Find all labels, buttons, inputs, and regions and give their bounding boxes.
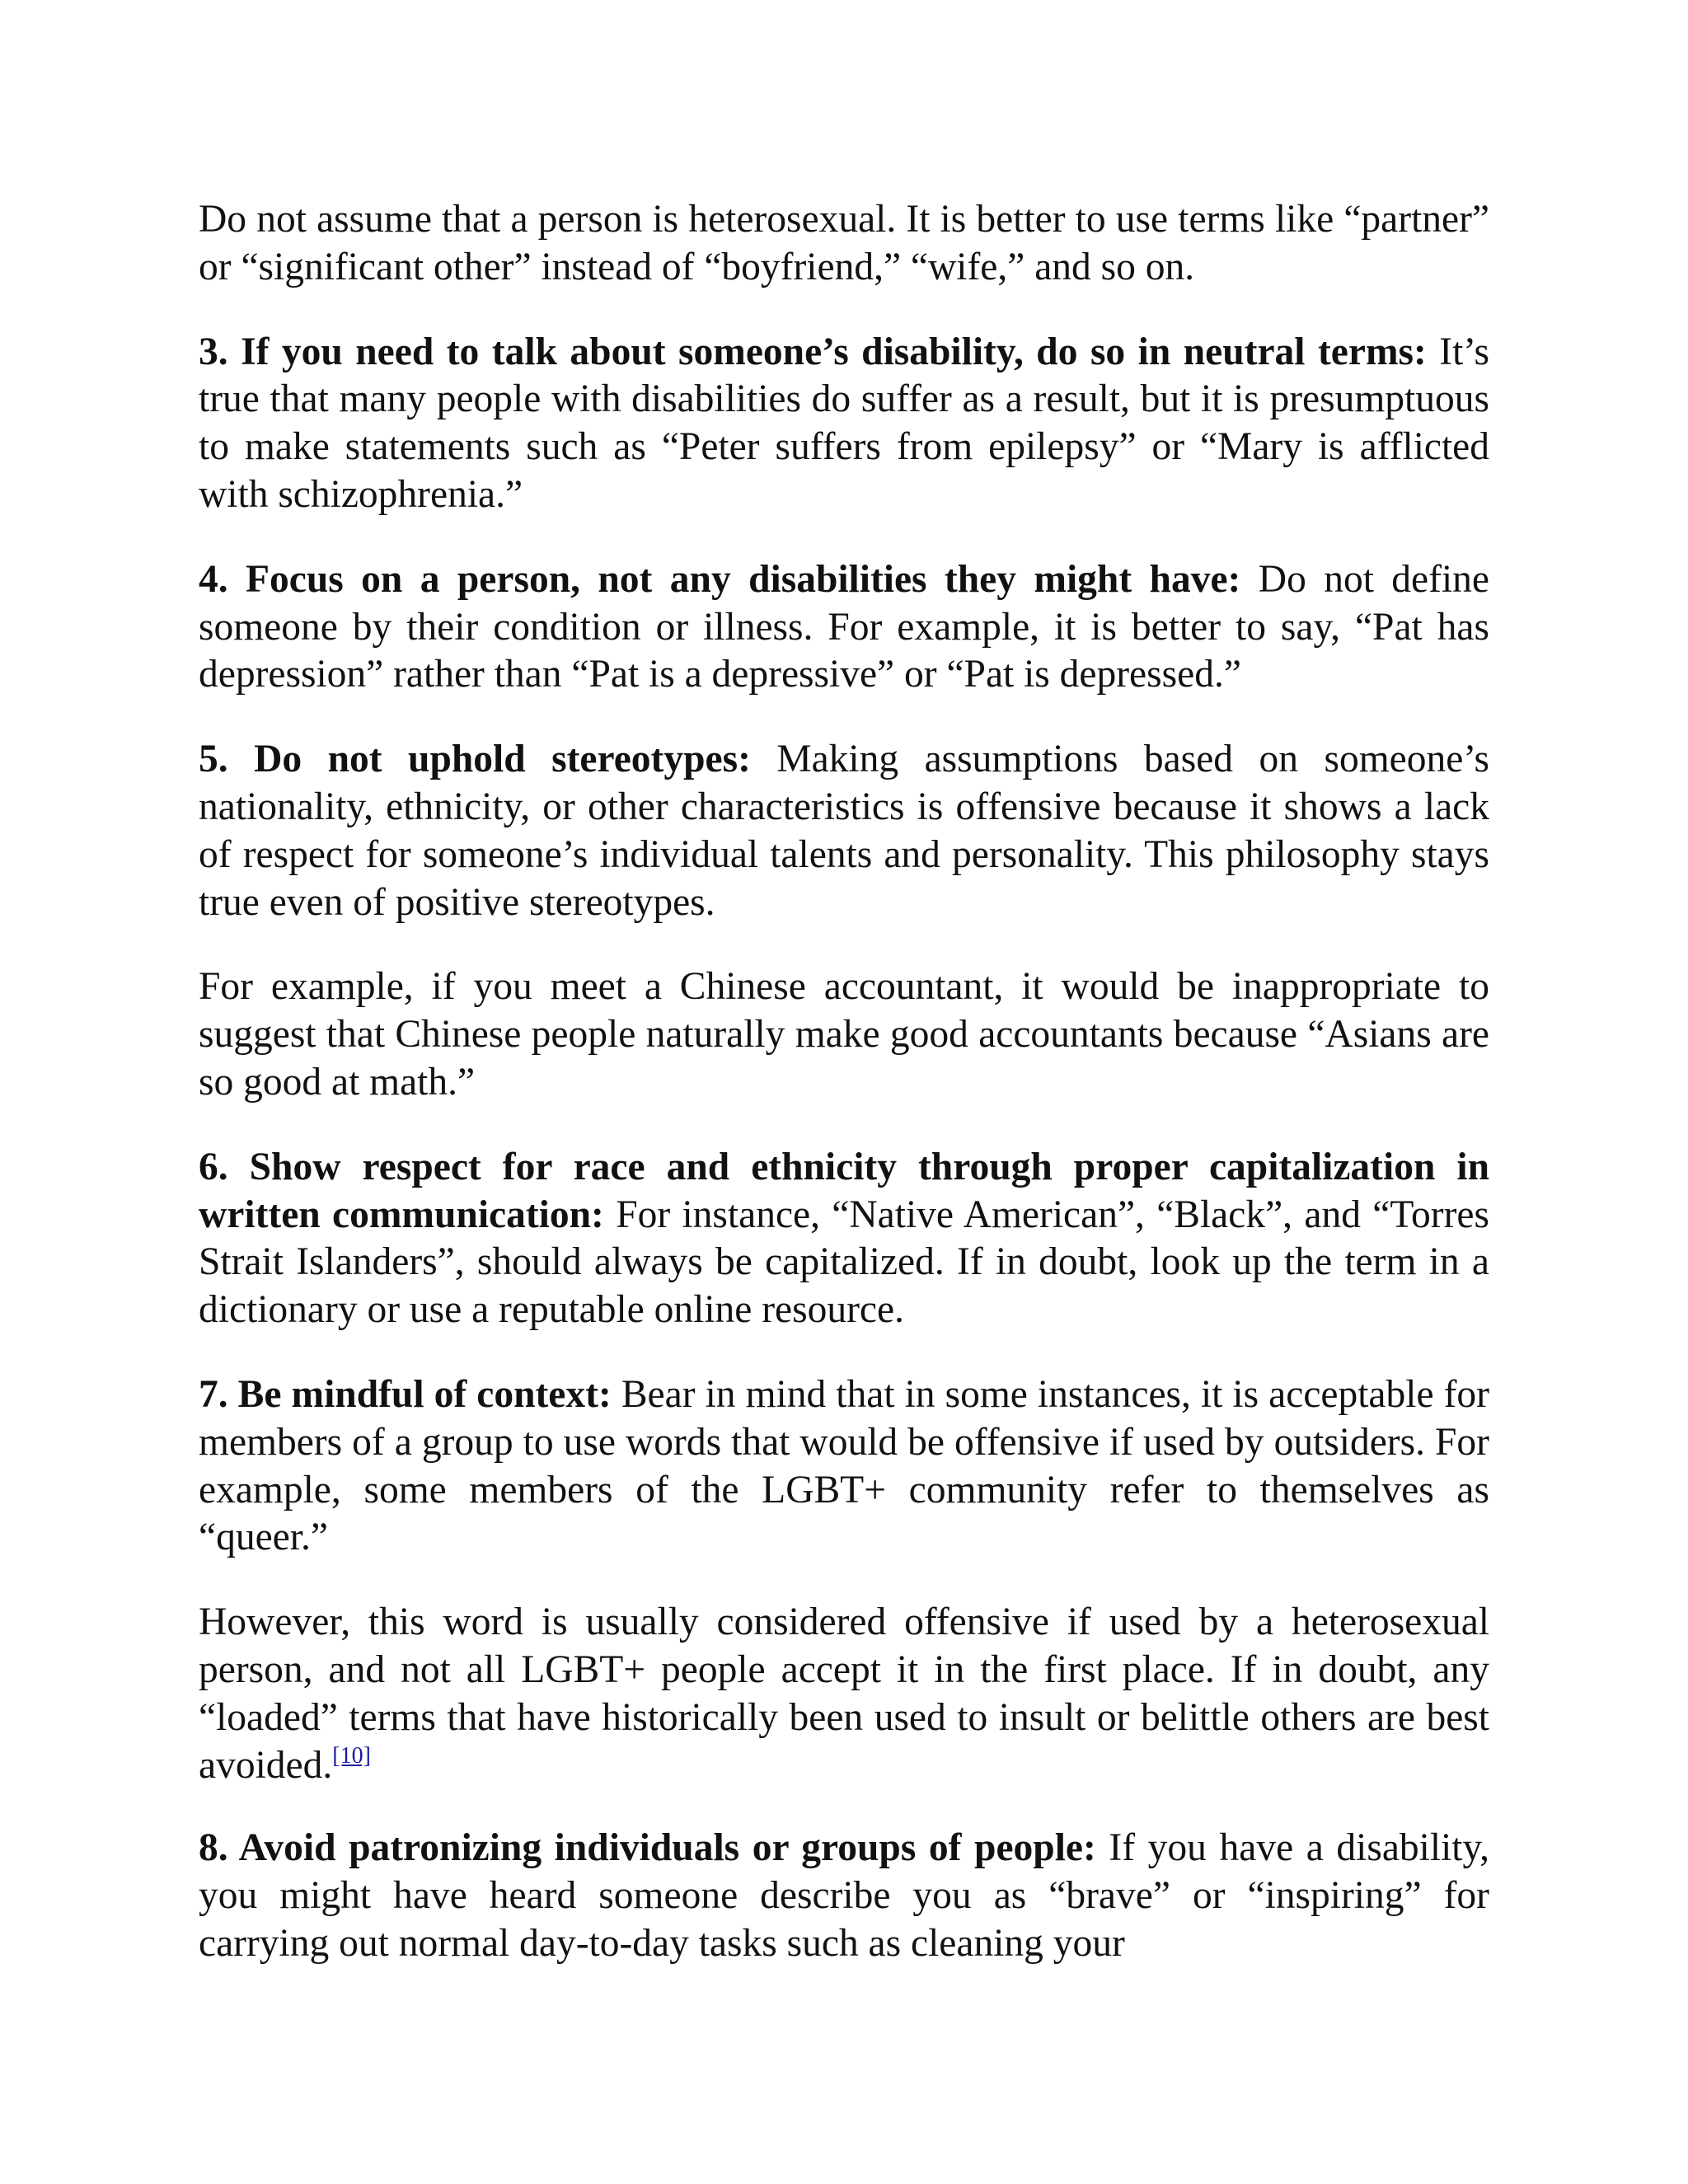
paragraph-text: Do not assume that a person is heterosexual. It is better to use terms like “partner” or “significant other” instead of “boyfriend,” “wife,” and so on. xyxy=(199,198,1489,288)
paragraph-text: For instance, “Native American”, “Black”, and “Torres Strait Islanders”, should always be capitalized. If in doubt, look up the term in a dictionary or use a reputable online resource. xyxy=(199,1193,1489,1332)
item-heading: 4. Focus on a person, not any disabilities they might have: xyxy=(199,557,1241,601)
item-heading: 7. Be mindful of context: xyxy=(199,1372,612,1416)
paragraph-item-4 xyxy=(199,556,1489,699)
paragraph-item-6 xyxy=(199,1144,1489,1334)
paragraph-text: If you have a disability, you might have heard someone describe you as “brave” or “inspiring” for carrying out normal day-to-day tasks such as cleaning your xyxy=(199,1826,1489,1965)
item-heading: 3. If you need to talk about someone’s disability, do so in neutral terms: xyxy=(199,330,1427,373)
paragraph-text: Bear in mind that in some instances, it is acceptable for members of a group to use words that would be offensive if used by outsiders. For example, some members of the LGBT+ community refer to themselves as “queer.” xyxy=(199,1372,1489,1559)
item-heading: 6. Show respect for race and ethnicity through proper capitalization in written communication: xyxy=(199,1145,1489,1236)
paragraph-text: However, this word is usually considered offensive if used by a heterosexual person, and not all LGBT+ people accept it in the first place. If in doubt, any “loaded” terms that have historically been used to insult or belittle others are best avoided. xyxy=(199,1601,1489,1787)
item-heading: 5. Do not uphold stereotypes: xyxy=(199,738,751,781)
paragraph-item-3 xyxy=(199,329,1489,519)
paragraph-text: Making assumptions based on someone’s nationality, ethnicity, or other characteristics is offensive because it shows a lack of respect for someone’s individual talents and personality. This philosophy stays true even of positive stereotypes. xyxy=(199,738,1489,924)
paragraph-item-7 xyxy=(199,1371,1489,1562)
paragraph-heterosexual xyxy=(199,196,1489,292)
footnote-link[interactable]: [10] xyxy=(332,1742,371,1769)
item-heading: 8. Avoid patronizing individuals or groups of people: xyxy=(199,1826,1096,1870)
paragraph-text: It’s true that many people with disabilities do suffer as a result, but it is presumptuous to make statements such as “Peter suffers from epilepsy” or “Mary is afflicted with schizophrenia.” xyxy=(199,330,1489,516)
paragraph-item-5 xyxy=(199,736,1489,926)
paragraph-text: Do not define someone by their condition or illness. For example, it is better to say, “Pat has depression” rather than “Pat is a depressive” or “Pat is depressed.” xyxy=(199,557,1489,696)
paragraph-chinese-example xyxy=(199,963,1489,1106)
paragraph-item-8 xyxy=(199,1825,1489,1967)
document-page xyxy=(199,196,1489,2005)
paragraph-text: For example, if you meet a Chinese accountant, it would be inappropriate to suggest that Chinese people naturally make good accountants because “Asians are so good at math.” xyxy=(199,965,1489,1104)
paragraph-queer-context xyxy=(199,1599,1489,1789)
